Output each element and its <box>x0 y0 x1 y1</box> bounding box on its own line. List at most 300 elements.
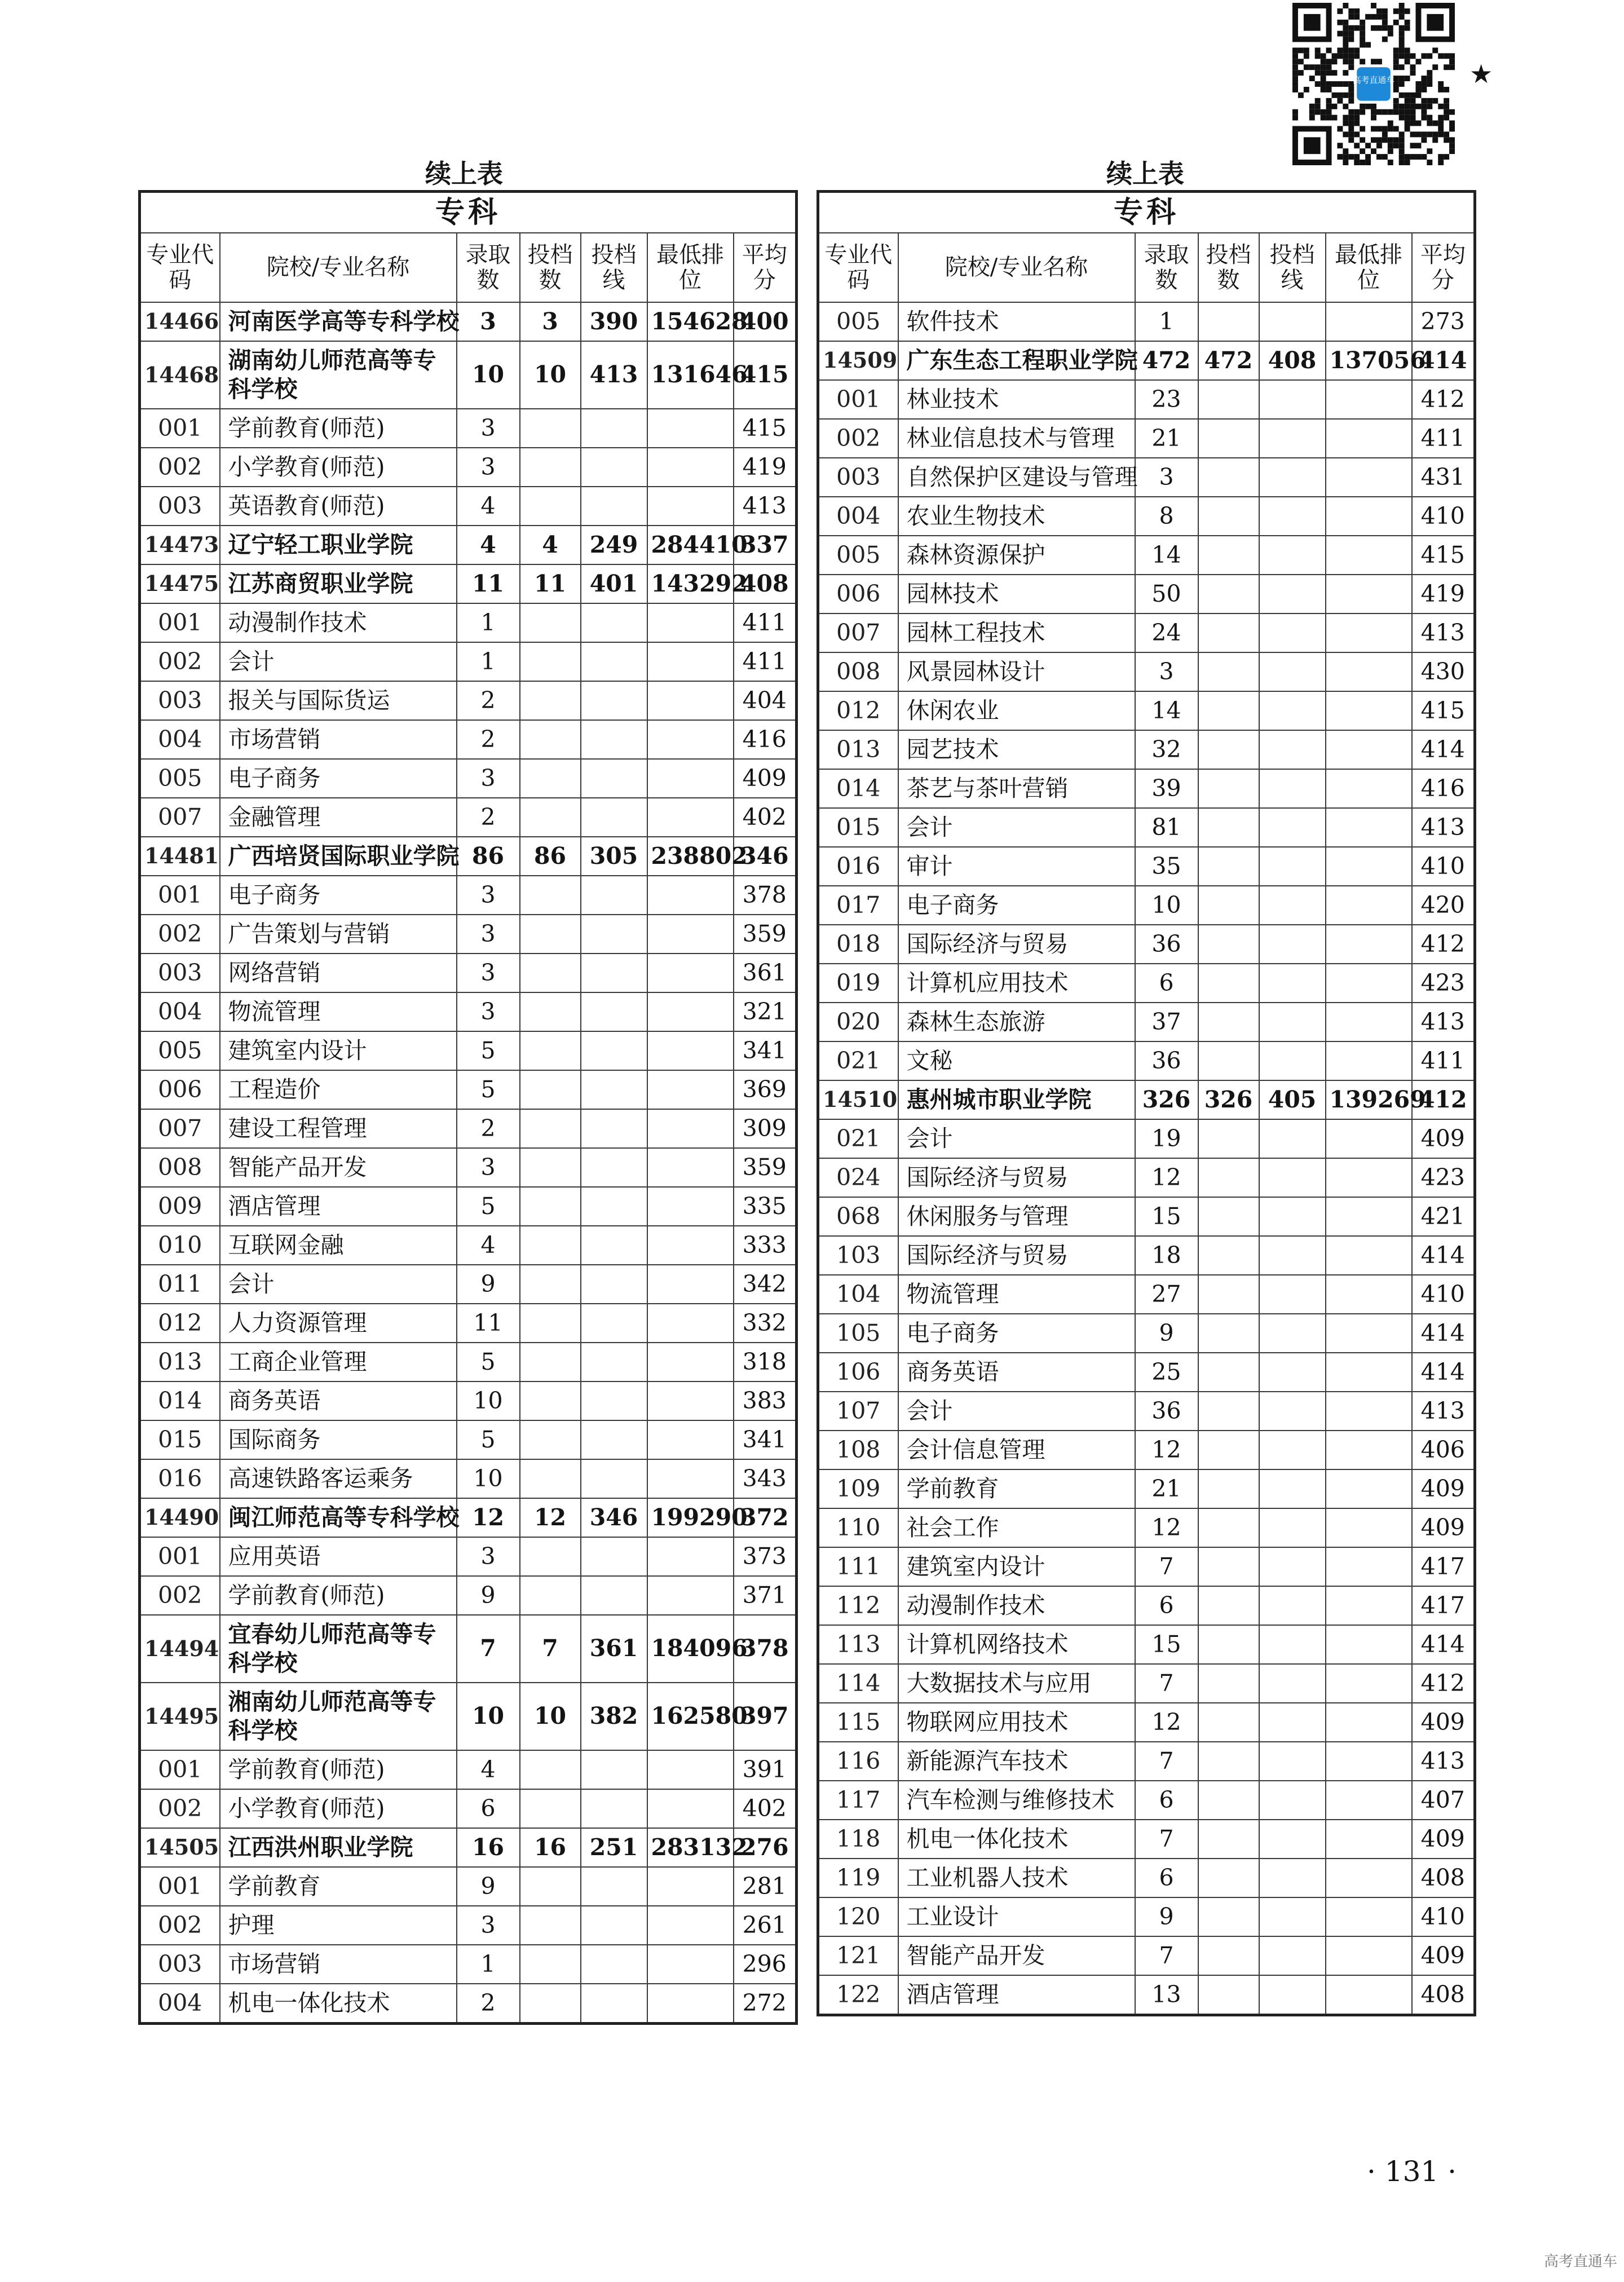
cell-avg: 431 <box>1412 458 1475 497</box>
cell-filed <box>1198 613 1259 652</box>
cell-code: 115 <box>818 1703 898 1742</box>
cell-filed <box>1198 302 1259 341</box>
cell-line: 305 <box>581 837 647 876</box>
major-row <box>140 915 797 954</box>
cell-name: 江西洪州职业学院 <box>220 1828 457 1867</box>
cell-avg: 423 <box>1412 1158 1475 1197</box>
cell-code: 007 <box>818 613 898 652</box>
cell-filed <box>520 1187 581 1226</box>
cell-name: 酒店管理 <box>898 1975 1135 2015</box>
cell-admitted: 21 <box>1135 1469 1198 1508</box>
cell-avg: 408 <box>734 564 797 603</box>
cell-code: 012 <box>140 1304 220 1343</box>
right-admission-table <box>817 190 1476 2016</box>
cell-admitted: 9 <box>1135 1897 1198 1936</box>
cell-line <box>1259 1664 1326 1703</box>
major-row <box>140 1537 797 1576</box>
major-row <box>140 720 797 759</box>
major-row <box>818 1781 1475 1820</box>
cell-filed <box>520 1945 581 1984</box>
cell-avg: 409 <box>1412 1119 1475 1158</box>
cell-avg: 413 <box>1412 1003 1475 1041</box>
cell-filed <box>520 992 581 1031</box>
cell-name: 自然保护区建设与管理 <box>898 458 1135 497</box>
cell-avg: 417 <box>1412 1547 1475 1586</box>
cell-code: 014 <box>140 1381 220 1420</box>
cell-admitted: 9 <box>457 1576 520 1615</box>
cell-line <box>1259 1975 1326 2015</box>
cell-filed <box>520 759 581 798</box>
cell-admitted: 3 <box>457 915 520 954</box>
cell-name: 森林生态旅游 <box>898 1003 1135 1041</box>
major-row <box>140 1789 797 1828</box>
cell-line <box>581 1343 647 1381</box>
cell-name: 会计 <box>220 1265 457 1304</box>
cell-rank <box>1326 419 1412 458</box>
cell-filed <box>1198 964 1259 1003</box>
cell-code: 003 <box>140 681 220 720</box>
cell-admitted: 4 <box>457 487 520 526</box>
cell-line <box>581 1945 647 1984</box>
major-row <box>140 1109 797 1148</box>
major-row <box>818 1936 1475 1975</box>
cell-filed <box>1198 1275 1259 1314</box>
cell-rank <box>647 954 734 992</box>
cell-filed <box>1198 1197 1259 1236</box>
cell-rank <box>647 642 734 681</box>
cell-rank: 238802 <box>647 837 734 876</box>
major-row <box>140 759 797 798</box>
cell-line <box>1259 1742 1326 1781</box>
cell-code: 015 <box>818 808 898 847</box>
cell-filed <box>520 1906 581 1945</box>
cell-name: 小学教育(师范) <box>220 1789 457 1828</box>
cell-rank <box>1326 497 1412 536</box>
cell-filed: 16 <box>520 1828 581 1867</box>
cell-code: 001 <box>140 876 220 915</box>
cell-admitted: 3 <box>457 1537 520 1576</box>
cell-filed <box>1198 1897 1259 1936</box>
cell-line <box>1259 925 1326 964</box>
cell-name: 网络营销 <box>220 954 457 992</box>
cell-avg: 412 <box>1412 380 1475 419</box>
cell-filed <box>1198 652 1259 691</box>
cell-name: 会计 <box>898 1392 1135 1431</box>
cell-rank <box>647 992 734 1031</box>
cell-avg: 402 <box>734 1789 797 1828</box>
cell-filed <box>1198 1859 1259 1897</box>
section-title: 专科 <box>818 192 1475 233</box>
cell-line <box>1259 1897 1326 1936</box>
cell-line: 401 <box>581 564 647 603</box>
major-row <box>818 964 1475 1003</box>
major-row <box>140 1304 797 1343</box>
cell-code: 005 <box>818 536 898 575</box>
cell-code: 003 <box>140 487 220 526</box>
cell-admitted: 12 <box>1135 1431 1198 1469</box>
cell-code: 018 <box>818 925 898 964</box>
cell-rank <box>1326 1936 1412 1975</box>
cell-line: 408 <box>1259 341 1326 380</box>
cell-rank <box>647 1148 734 1187</box>
cell-line <box>1259 1275 1326 1314</box>
cell-filed <box>1198 808 1259 847</box>
cell-code: 14494 <box>140 1615 220 1683</box>
cell-avg: 281 <box>734 1867 797 1906</box>
cell-line <box>581 915 647 954</box>
cell-code: 001 <box>140 1867 220 1906</box>
cell-code: 113 <box>818 1625 898 1664</box>
cell-rank <box>1326 1859 1412 1897</box>
cell-admitted: 7 <box>1135 1742 1198 1781</box>
cell-name: 人力资源管理 <box>220 1304 457 1343</box>
cell-code: 104 <box>818 1275 898 1314</box>
cell-rank <box>647 1343 734 1381</box>
cell-admitted: 6 <box>1135 1781 1198 1820</box>
cell-line <box>1259 730 1326 769</box>
cell-filed <box>1198 1703 1259 1742</box>
cell-avg: 408 <box>1412 1975 1475 2015</box>
major-row <box>818 1236 1475 1275</box>
cell-avg: 408 <box>1412 1859 1475 1897</box>
cell-admitted: 3 <box>1135 652 1198 691</box>
major-row <box>818 1975 1475 2015</box>
major-row <box>140 1420 797 1459</box>
cell-rank <box>647 1265 734 1304</box>
cell-avg: 414 <box>1412 1625 1475 1664</box>
cell-filed: 4 <box>520 526 581 564</box>
cell-code: 002 <box>140 448 220 487</box>
cell-admitted: 9 <box>457 1265 520 1304</box>
cell-name: 市场营销 <box>220 1945 457 1984</box>
cell-code: 007 <box>140 798 220 837</box>
cell-code: 021 <box>818 1041 898 1080</box>
cell-rank <box>647 1070 734 1109</box>
cell-filed <box>1198 769 1259 808</box>
cell-admitted: 5 <box>457 1343 520 1381</box>
cell-rank <box>1326 1003 1412 1041</box>
cell-avg: 341 <box>734 1420 797 1459</box>
major-row <box>818 730 1475 769</box>
cell-rank <box>647 1789 734 1828</box>
cell-rank <box>1326 1664 1412 1703</box>
cell-admitted: 16 <box>457 1828 520 1867</box>
cell-rank: 283132 <box>647 1828 734 1867</box>
cell-admitted: 19 <box>1135 1119 1198 1158</box>
cell-admitted: 15 <box>1135 1197 1198 1236</box>
cell-rank: 131646 <box>647 341 734 409</box>
cell-admitted: 6 <box>1135 1586 1198 1625</box>
header-avg: 平均分 <box>1412 233 1475 302</box>
cell-avg: 383 <box>734 1381 797 1420</box>
cell-filed <box>1198 1353 1259 1392</box>
cell-admitted: 14 <box>1135 536 1198 575</box>
cell-admitted: 12 <box>1135 1703 1198 1742</box>
cell-admitted: 5 <box>457 1420 520 1459</box>
cell-code: 002 <box>140 915 220 954</box>
cell-filed <box>1198 575 1259 613</box>
major-row <box>140 1031 797 1070</box>
cell-filed <box>520 1031 581 1070</box>
cell-filed: 11 <box>520 564 581 603</box>
cell-line <box>581 1906 647 1945</box>
cell-line <box>1259 1314 1326 1353</box>
cell-name: 金融管理 <box>220 798 457 837</box>
cell-name: 电子商务 <box>898 886 1135 925</box>
cell-rank <box>647 798 734 837</box>
cell-line <box>1259 1469 1326 1508</box>
cell-code: 003 <box>818 458 898 497</box>
cell-name: 广东生态工程职业学院 <box>898 341 1135 380</box>
header-filed: 投档数 <box>1198 233 1259 302</box>
cell-admitted: 3 <box>457 1148 520 1187</box>
cell-name: 动漫制作技术 <box>220 603 457 642</box>
major-row <box>818 536 1475 575</box>
cell-admitted: 50 <box>1135 575 1198 613</box>
cell-admitted: 10 <box>457 341 520 409</box>
cell-filed <box>1198 1781 1259 1820</box>
cell-name: 小学教育(师范) <box>220 448 457 487</box>
cell-avg: 343 <box>734 1459 797 1498</box>
cell-avg: 415 <box>1412 691 1475 730</box>
cell-rank <box>1326 691 1412 730</box>
cell-filed: 7 <box>520 1615 581 1683</box>
cell-admitted: 37 <box>1135 1003 1198 1041</box>
cell-line <box>1259 1158 1326 1197</box>
cell-code: 016 <box>140 1459 220 1498</box>
cell-name: 电子商务 <box>220 876 457 915</box>
cell-code: 007 <box>140 1109 220 1148</box>
cell-admitted: 3 <box>457 876 520 915</box>
major-row <box>818 419 1475 458</box>
header-line: 投档线 <box>581 233 647 302</box>
cell-name: 护理 <box>220 1906 457 1945</box>
major-row <box>818 769 1475 808</box>
cell-code: 14466 <box>140 302 220 341</box>
cell-code: 14475 <box>140 564 220 603</box>
major-row <box>818 1820 1475 1859</box>
cell-admitted: 32 <box>1135 730 1198 769</box>
major-row <box>140 1867 797 1906</box>
cell-filed <box>1198 730 1259 769</box>
major-row <box>818 886 1475 925</box>
major-row <box>818 302 1475 341</box>
cell-rank <box>1326 808 1412 847</box>
cell-line <box>1259 1859 1326 1897</box>
major-row <box>818 1158 1475 1197</box>
cell-avg: 406 <box>1412 1431 1475 1469</box>
cell-filed <box>1198 419 1259 458</box>
major-row <box>140 1906 797 1945</box>
cell-code: 109 <box>818 1469 898 1508</box>
cell-filed <box>1198 925 1259 964</box>
cell-filed <box>1198 1664 1259 1703</box>
cell-filed <box>1198 536 1259 575</box>
cell-avg: 409 <box>734 759 797 798</box>
cell-admitted: 81 <box>1135 808 1198 847</box>
cell-admitted: 14 <box>1135 691 1198 730</box>
school-row <box>818 1080 1475 1119</box>
cell-rank: 184096 <box>647 1615 734 1683</box>
school-row <box>140 526 797 564</box>
cell-filed <box>520 798 581 837</box>
cell-rank <box>647 1459 734 1498</box>
cell-name: 新能源汽车技术 <box>898 1742 1135 1781</box>
cell-avg: 361 <box>734 954 797 992</box>
cell-filed: 12 <box>520 1498 581 1537</box>
cell-avg: 412 <box>1412 925 1475 964</box>
cell-name: 湖南幼儿师范高等专科学校 <box>220 341 457 409</box>
cell-code: 116 <box>818 1742 898 1781</box>
cell-code: 002 <box>140 1789 220 1828</box>
cell-filed <box>520 1265 581 1304</box>
cell-name: 建设工程管理 <box>220 1109 457 1148</box>
cell-code: 001 <box>140 1537 220 1576</box>
cell-name: 林业技术 <box>898 380 1135 419</box>
cell-name: 高速铁路客运乘务 <box>220 1459 457 1498</box>
cell-admitted: 2 <box>457 1109 520 1148</box>
cell-line <box>581 798 647 837</box>
cell-admitted: 11 <box>457 564 520 603</box>
cell-admitted: 27 <box>1135 1275 1198 1314</box>
cell-avg: 421 <box>1412 1197 1475 1236</box>
cell-avg: 402 <box>734 798 797 837</box>
cell-code: 001 <box>140 1750 220 1789</box>
cell-filed <box>520 681 581 720</box>
cell-avg: 414 <box>1412 341 1475 380</box>
cell-admitted: 3 <box>457 954 520 992</box>
cell-admitted: 36 <box>1135 1392 1198 1431</box>
cell-admitted: 2 <box>457 681 520 720</box>
cell-code: 001 <box>140 603 220 642</box>
major-row <box>818 1314 1475 1353</box>
cell-code: 014 <box>818 769 898 808</box>
cell-admitted: 7 <box>1135 1664 1198 1703</box>
cell-name: 报关与国际货运 <box>220 681 457 720</box>
cell-name: 国际经济与贸易 <box>898 925 1135 964</box>
cell-rank <box>1326 652 1412 691</box>
cell-admitted: 3 <box>457 992 520 1031</box>
cell-filed <box>520 603 581 642</box>
cell-name: 国际经济与贸易 <box>898 1158 1135 1197</box>
cell-admitted: 1 <box>457 603 520 642</box>
cell-line <box>1259 1820 1326 1859</box>
cell-rank <box>647 409 734 448</box>
cell-avg: 411 <box>1412 419 1475 458</box>
cell-rank <box>647 1031 734 1070</box>
cell-line <box>581 1420 647 1459</box>
cell-rank: 143292 <box>647 564 734 603</box>
cell-rank <box>1326 925 1412 964</box>
header-name: 院校/专业名称 <box>220 233 457 302</box>
cell-line <box>581 954 647 992</box>
major-row <box>140 603 797 642</box>
cell-line <box>1259 769 1326 808</box>
cell-line <box>1259 652 1326 691</box>
cell-name: 软件技术 <box>898 302 1135 341</box>
cell-rank <box>1326 1781 1412 1820</box>
cell-line <box>1259 847 1326 886</box>
cell-code: 016 <box>818 847 898 886</box>
cell-admitted: 9 <box>457 1867 520 1906</box>
cell-name: 闽江师范高等专科学校 <box>220 1498 457 1537</box>
header-admitted: 录取数 <box>1135 233 1198 302</box>
cell-filed <box>1198 1820 1259 1859</box>
major-row <box>818 575 1475 613</box>
cell-code: 013 <box>818 730 898 769</box>
cell-filed <box>1198 1003 1259 1041</box>
cell-name: 智能产品开发 <box>220 1148 457 1187</box>
cell-avg: 335 <box>734 1187 797 1226</box>
cell-line <box>1259 1431 1326 1469</box>
cell-name: 计算机网络技术 <box>898 1625 1135 1664</box>
cell-name: 电子商务 <box>898 1314 1135 1353</box>
cell-avg: 414 <box>1412 1353 1475 1392</box>
cell-code: 001 <box>140 409 220 448</box>
cell-name: 茶艺与茶叶营销 <box>898 769 1135 808</box>
major-row <box>818 1586 1475 1625</box>
cell-admitted: 8 <box>1135 497 1198 536</box>
cell-admitted: 4 <box>457 526 520 564</box>
cell-name: 酒店管理 <box>220 1187 457 1226</box>
cell-filed <box>1198 1547 1259 1586</box>
cell-rank <box>1326 1119 1412 1158</box>
header-code: 专业代码 <box>140 233 220 302</box>
cell-admitted: 24 <box>1135 613 1198 652</box>
major-row <box>140 1459 797 1498</box>
major-row <box>818 458 1475 497</box>
cell-code: 105 <box>818 1314 898 1353</box>
cell-filed <box>1198 1314 1259 1353</box>
cell-line <box>581 992 647 1031</box>
major-row <box>818 1275 1475 1314</box>
cell-code: 103 <box>818 1236 898 1275</box>
cell-avg: 400 <box>734 302 797 341</box>
cell-line <box>1259 964 1326 1003</box>
cell-admitted: 7 <box>1135 1936 1198 1975</box>
cell-name: 电子商务 <box>220 759 457 798</box>
cell-rank <box>1326 536 1412 575</box>
cell-code: 004 <box>140 992 220 1031</box>
cell-code: 106 <box>818 1353 898 1392</box>
cell-filed <box>1198 1936 1259 1975</box>
cell-avg: 407 <box>1412 1781 1475 1820</box>
cell-line <box>1259 419 1326 458</box>
cell-name: 会计 <box>220 642 457 681</box>
school-row <box>140 1828 797 1867</box>
cell-rank <box>1326 1703 1412 1742</box>
cell-rank <box>647 1537 734 1576</box>
cell-admitted: 2 <box>457 798 520 837</box>
cell-line <box>1259 1119 1326 1158</box>
cell-avg: 409 <box>1412 1469 1475 1508</box>
cell-line <box>581 1867 647 1906</box>
cell-filed <box>520 1148 581 1187</box>
major-row <box>818 1353 1475 1392</box>
major-row <box>818 1508 1475 1547</box>
cell-code: 017 <box>818 886 898 925</box>
major-row <box>140 1070 797 1109</box>
major-row <box>140 1148 797 1187</box>
cell-line: 390 <box>581 302 647 341</box>
cell-code: 001 <box>818 380 898 419</box>
cell-rank <box>1326 1469 1412 1508</box>
cell-name: 园艺技术 <box>898 730 1135 769</box>
major-row <box>818 808 1475 847</box>
cell-code: 118 <box>818 1820 898 1859</box>
major-row <box>818 1469 1475 1508</box>
cell-code: 024 <box>818 1158 898 1197</box>
